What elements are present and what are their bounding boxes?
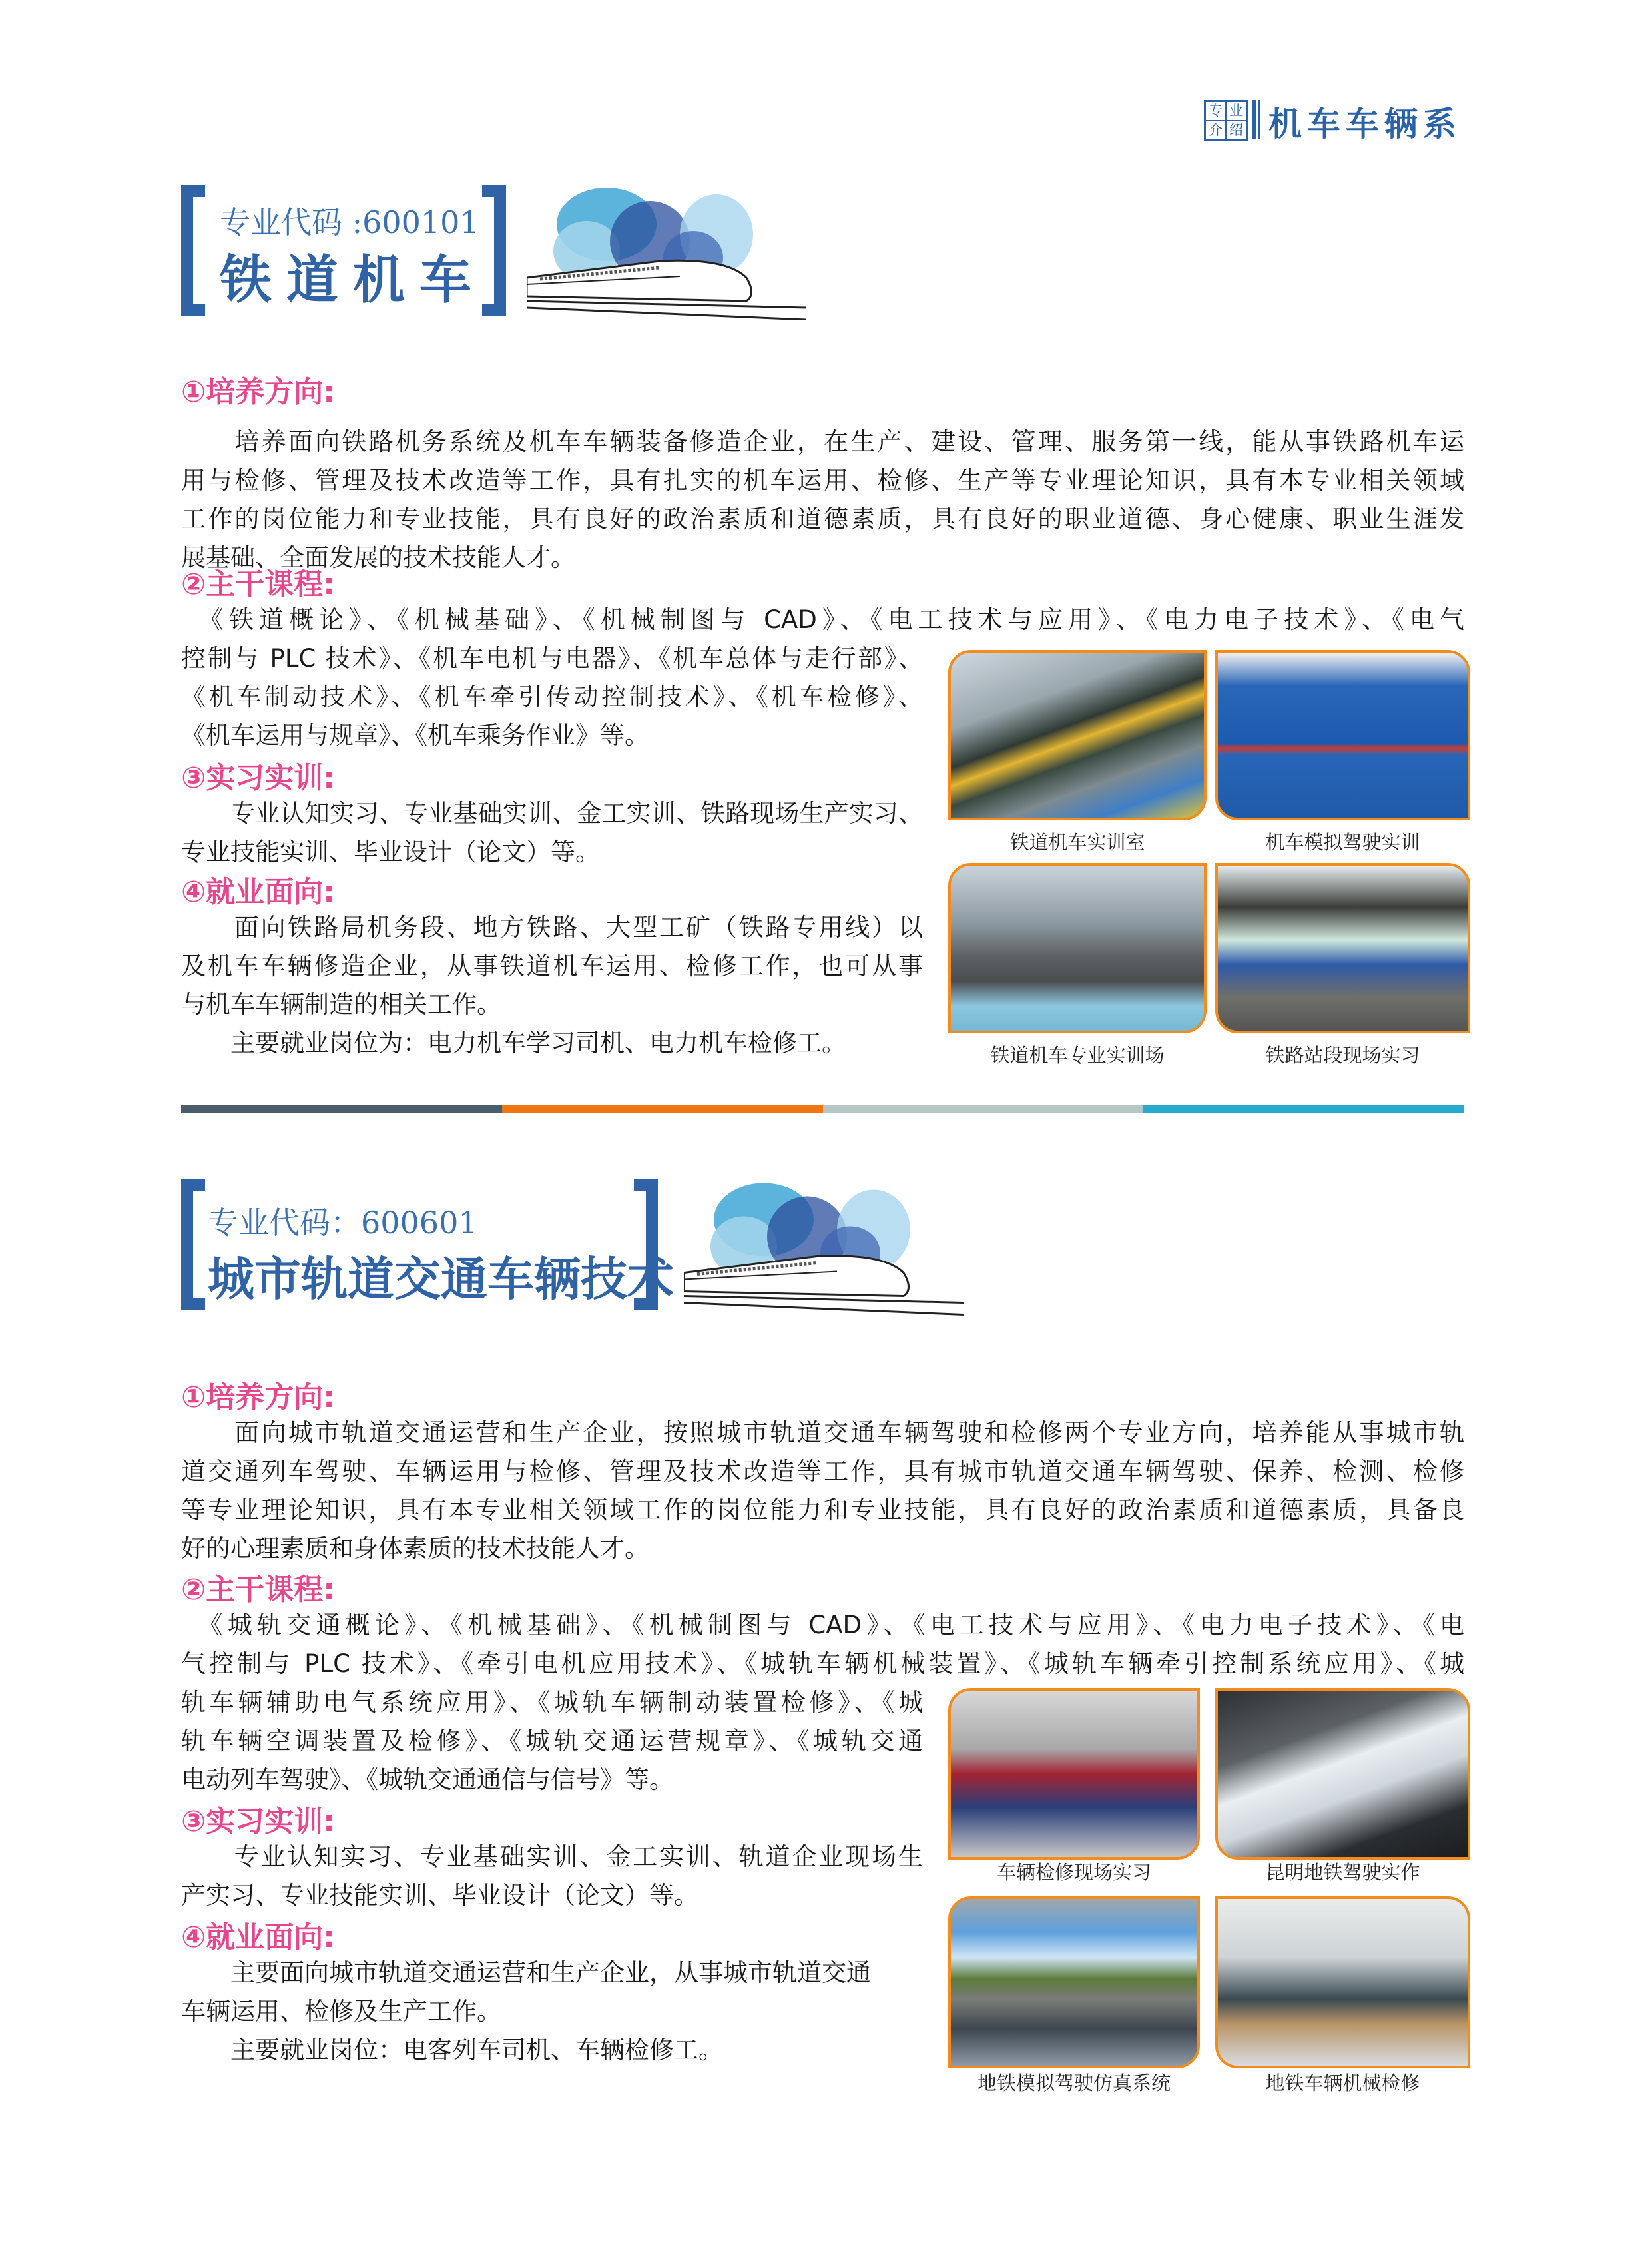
department-title: 机车车辆系 [1268, 104, 1462, 143]
body-text-line: 专业认知实习、专业基础实训、金工实训、铁路现场生产实习、 [181, 799, 923, 828]
body-text-line: 车辆运用、检修及生产工作。 [181, 1997, 501, 2026]
major-name: 铁道机车 [220, 250, 487, 310]
photo-students-depot [948, 1688, 1200, 1860]
body-text-line: 好的心理素质和身体素质的技术技能人才。 [181, 1534, 649, 1563]
section-heading: ②主干课程: [181, 1573, 335, 1607]
body-text-line: 轨车辆辅助电气系统应用》、《城轨车辆制动装置检修》、《城 [181, 1688, 923, 1717]
photo-caption: 铁道机车专业实训场 [990, 1044, 1165, 1067]
photo-blue-cab-students [1215, 650, 1470, 820]
section-heading: ③实习实训: [181, 1805, 335, 1838]
photo-caption: 昆明地铁驾驶实作 [1265, 1861, 1420, 1884]
header-bar [1258, 100, 1260, 139]
photo-depot-locomotives [1215, 863, 1470, 1033]
badge-char: 专 [1205, 101, 1226, 121]
badge-char: 介 [1205, 121, 1226, 140]
body-text-line: 《机车运用与规章》、《机车乘务作业》等。 [181, 721, 649, 750]
body-text-line: 展基础、全面发展的技术技能人才。 [181, 543, 575, 572]
title-bracket-left [181, 1179, 205, 1310]
photo-workshop-wheelsets [948, 863, 1207, 1033]
header-bar [1252, 100, 1256, 139]
body-text-line: 与机车车辆制造的相关工作。 [181, 990, 501, 1019]
body-text-line: 用与检修、管理及技术改造等工作，具有扎实的机车运用、检修、生产等专业理论知识，具有本专业相关领域 [181, 466, 1464, 495]
badge-char: 业 [1226, 101, 1246, 121]
body-text-line: 等专业理论知识，具有本专业相关领域工作的岗位能力和专业技能，具有良好的政治素质和道德素质，具备良 [181, 1496, 1464, 1524]
body-text-line: 及机车车辆修造企业，从事铁道机车运用、检修工作，也可从事 [181, 952, 923, 980]
title-bracket-left [181, 185, 205, 316]
body-text-line: 轨车辆空调装置及检修》、《城轨交通运营规章》、《城轨交通 [181, 1727, 923, 1755]
body-text-line: 电动列车驾驶》、《城轨交通通信与信号》等。 [181, 1765, 674, 1794]
section-heading: ②主干课程: [181, 567, 335, 601]
body-text-line: 主要就业岗位为：电力机车学习司机、电力机车检修工。 [181, 1029, 846, 1057]
major-name: 城市轨道交通车辆技术 [208, 1252, 674, 1306]
section-heading: ④就业面向: [181, 1920, 335, 1954]
section-heading: ④就业面向: [181, 875, 335, 909]
section-heading: ①培养方向: [181, 375, 335, 409]
photo-caption: 机车模拟驾驶实训 [1265, 831, 1420, 854]
body-text-line: 《铁道概论》、《机械基础》、《机械制图与 CAD》、《电工技术与应用》、《电力电子技术》、《电气 [181, 605, 1464, 634]
section-heading: ①培养方向: [181, 1380, 335, 1414]
body-text-line: 产实习、专业技能实训、毕业设计（论文）等。 [181, 1881, 698, 1910]
photo-driving-simulator [948, 1896, 1200, 2068]
photo-bogie-workshop [1215, 1896, 1470, 2068]
body-text-line: 专业认知实习、专业基础实训、金工实训、轨道企业现场生 [181, 1842, 923, 1871]
body-text-line: 面向城市轨道交通运营和生产企业，按照城市轨道交通车辆驾驶和检修两个专业方向，培养能从事城市轨 [181, 1418, 1464, 1447]
train-illustration [684, 1171, 970, 1318]
body-text-line: 气控制与 PLC 技术》、《牵引电机应用技术》、《城轨车辆机械装置》、《城轨车辆牵引控制系统应用》、《城 [181, 1649, 1464, 1678]
photo-caption: 地铁车辆机械检修 [1265, 2072, 1420, 2094]
photo-diesel-locomotive [948, 650, 1207, 820]
major-code: 专业代码 :600101 [220, 204, 479, 240]
department-badge [1204, 100, 1248, 141]
body-text-line: 主要面向城市轨道交通运营和生产企业，从事城市轨道交通 [181, 1958, 871, 1987]
body-text-line: 主要就业岗位：电客列车司机、车辆检修工。 [181, 2036, 723, 2064]
photo-caption: 地铁模拟驾驶仿真系统 [977, 2072, 1171, 2094]
body-text-line: 控制与 PLC 技术》、《机车电机与电器》、《机车总体与走行部》、 [181, 644, 923, 673]
train-illustration [527, 178, 813, 320]
photo-caption: 车辆检修现场实习 [996, 1861, 1151, 1884]
photo-metro-cab-driver [1215, 1688, 1470, 1860]
body-text-line: 面向铁路局机务段、地方铁路、大型工矿（铁路专用线）以 [181, 913, 923, 942]
photo-caption: 铁道机车实训室 [1009, 831, 1145, 854]
body-text-line: 道交通列车驾驶、车辆运用与检修、管理及技术改造等工作，具有城市轨道交通车辆驾驶、保养、检测、检修 [181, 1457, 1464, 1486]
photo-caption: 铁路站段现场实习 [1265, 1044, 1420, 1067]
section-divider [181, 1105, 1464, 1113]
badge-char: 绍 [1226, 121, 1246, 140]
major-code: 专业代码：600601 [208, 1205, 478, 1241]
body-text-line: 培养面向铁路机务系统及机车车辆装备修造企业，在生产、建设、管理、服务第一线，能从事铁路机车运 [181, 427, 1464, 456]
section-heading: ③实习实训: [181, 761, 335, 795]
body-text-line: 《机车制动技术》、《机车牵引传动控制技术》、《机车检修》、 [181, 683, 923, 711]
body-text-line: 专业技能实训、毕业设计（论文）等。 [181, 838, 600, 866]
body-text-line: 工作的岗位能力和专业技能，具有良好的政治素质和道德素质，具有良好的职业道德、身心健康、职业生涯发 [181, 505, 1464, 533]
body-text-line: 《城轨交通概论》、《机械基础》、《机械制图与 CAD》、《电工技术与应用》、《电力电子技术》、《电 [181, 1611, 1464, 1639]
